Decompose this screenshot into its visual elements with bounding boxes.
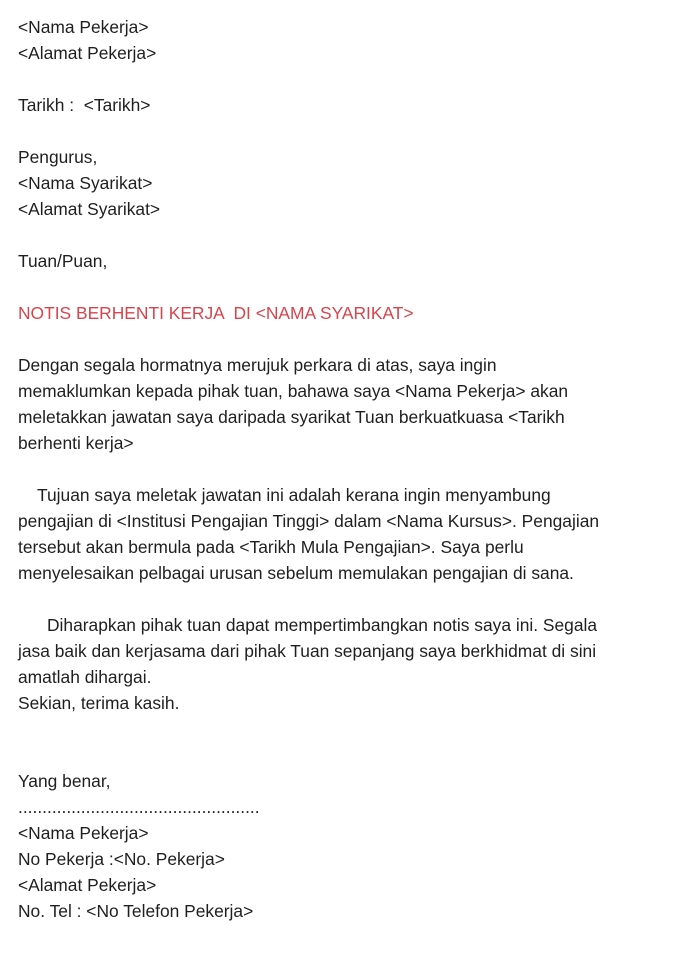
paragraph-line: menyelesaikan pelbagai urusan sebelum memulakan pengajian di sana. [18,563,574,583]
closing-salutation: Yang benar, [18,771,111,791]
paragraph-3 [18,612,668,690]
recipient-company-address: <Alamat Syarikat> [18,199,161,219]
sender-address: <Alamat Pekerja> [18,43,157,63]
signoff-phone: No. Tel : <No Telefon Pekerja> [18,901,254,921]
spacer [18,66,668,92]
paragraph-line: berhenti kerja> [18,433,134,453]
paragraph-2 [18,482,668,586]
sender-name: <Nama Pekerja> [18,17,149,37]
spacer [18,586,668,612]
paragraph-line: amatlah dihargai. [18,667,152,687]
signoff-name: <Nama Pekerja> [18,823,149,843]
spacer [18,716,668,742]
paragraph-line: meletakkan jawatan saya daripada syarikat Tuan berkuatkuasa <Tarikh [18,407,565,427]
resignation-letter [18,14,668,924]
subject-heading: NOTIS BERHENTI KERJA DI <NAMA SYARIKAT> [18,303,414,323]
paragraph-1 [18,352,668,456]
spacer [18,274,668,300]
closing-thanks: Sekian, terima kasih. [18,693,180,713]
paragraph-line: Diharapkan pihak tuan dapat mempertimbangkan notis saya ini. Segala [18,615,598,635]
paragraph-line: jasa baik dan kerjasama dari pihak Tuan sepanjang saya berkhidmat di sini [18,641,597,661]
spacer [18,326,668,352]
paragraph-line: Dengan segala hormatnya merujuk perkara di atas, saya ingin [18,355,497,375]
spacer [18,456,668,482]
spacer [18,222,668,248]
date-line: Tarikh : <Tarikh> [18,95,151,115]
signoff-address: <Alamat Pekerja> [18,875,157,895]
paragraph-line: Tujuan saya meletak jawatan ini adalah kerana ingin menyambung [18,485,551,505]
paragraph-line: memaklumkan kepada pihak tuan, bahawa saya <Nama Pekerja> akan [18,381,569,401]
signature-line: .................................................. [18,797,260,817]
spacer [18,118,668,144]
spacer [18,742,668,768]
recipient-company-name: <Nama Syarikat> [18,173,153,193]
paragraph-line: pengajian di <Institusi Pengajian Tinggi> dalam <Nama Kursus>. Pengajian [18,511,600,531]
paragraph-line: tersebut akan bermula pada <Tarikh Mula Pengajian>. Saya perlu [18,537,524,557]
recipient-title: Pengurus, [18,147,98,167]
salutation: Tuan/Puan, [18,251,108,271]
signoff-employee-no: No Pekerja :<No. Pekerja> [18,849,225,869]
